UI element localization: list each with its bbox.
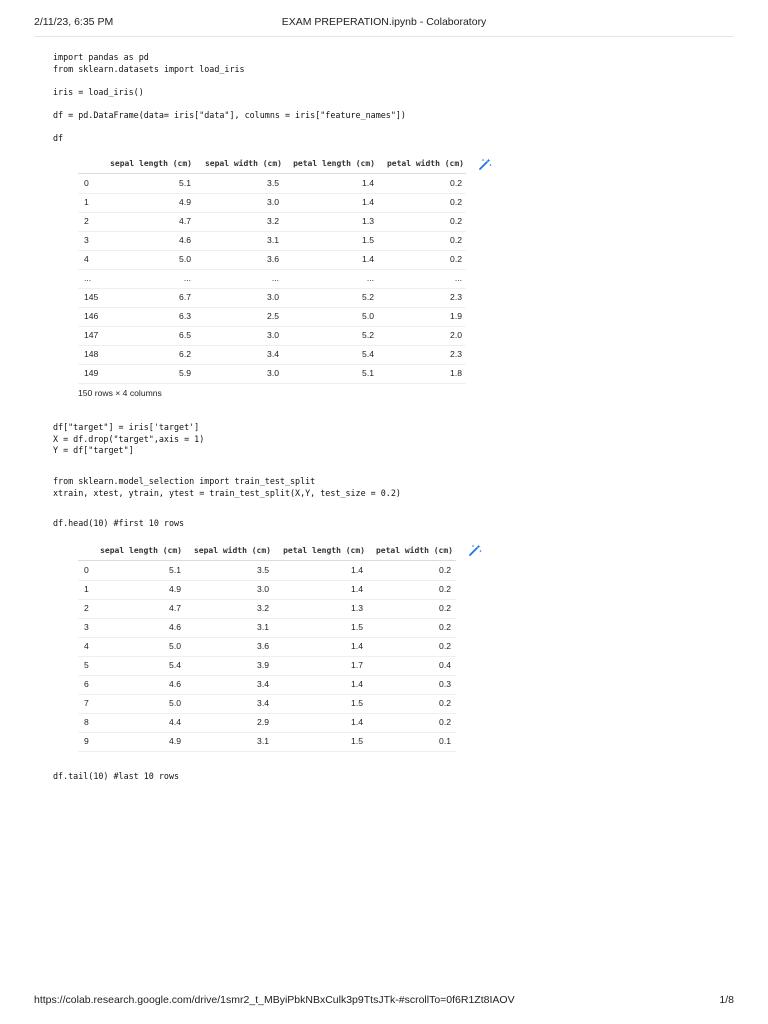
row-index: 147: [84, 330, 99, 340]
dataframe-shape: 150 rows × 4 columns: [78, 388, 162, 398]
table-row: [78, 212, 466, 231]
table-cell: 0.2: [450, 197, 462, 207]
table-cell: 4.7: [169, 603, 181, 613]
code-line: df.tail(10) #last 10 rows: [53, 771, 180, 781]
column-header: sepal length (cm): [100, 546, 182, 555]
table-cell: 4.6: [179, 235, 191, 245]
page-url: https://colab.research.google.com/drive/1smr2_t_MByiPbkNBxCulk3p9TtsJTk-#scrollTo=0f6R1Zt8IAOV: [34, 994, 515, 1006]
code-line: df: [53, 132, 64, 143]
table-header-row: [78, 541, 456, 560]
page-footer: [0, 994, 768, 1008]
code-line: [53, 98, 406, 110]
table-cell: 3.6: [257, 641, 269, 651]
table-row: [78, 364, 466, 383]
table-cell: 5.1: [169, 565, 181, 575]
code-cell-train-test-split[interactable]: [53, 476, 401, 499]
table-cell: 3.9: [257, 660, 269, 670]
table-cell: 1.7: [351, 660, 363, 670]
table-cell: 4.4: [169, 717, 181, 727]
code-line: import pandas as pd: [53, 52, 149, 62]
column-header: petal length (cm): [283, 546, 365, 555]
table-cell: 5.0: [169, 641, 181, 651]
code-line: df = pd.DataFrame(data= iris["data"], columns = iris["feature_names"]): [53, 109, 406, 120]
table-header-row: [78, 154, 466, 173]
table-cell: 3.1: [257, 736, 269, 746]
table-cell: 3.0: [267, 368, 279, 378]
table-cell: 5.0: [179, 254, 191, 264]
table-row: [78, 580, 456, 599]
print-datetime: 2/11/23, 6:35 PM: [34, 16, 114, 28]
table-row: [78, 250, 466, 269]
code-cell-head[interactable]: [53, 518, 184, 530]
table-cell: 1.4: [362, 178, 374, 188]
table-row: [78, 732, 456, 751]
table-cell: 4.7: [179, 216, 191, 226]
table-cell: 0.2: [439, 622, 451, 632]
table-cell: 1.3: [362, 216, 374, 226]
table-cell: 1.8: [450, 368, 462, 378]
table-cell: 3.1: [267, 235, 279, 245]
table-cell: ...: [271, 273, 279, 283]
table-cell: 0.2: [439, 565, 451, 575]
table-cell: 5.4: [169, 660, 181, 670]
row-divider-line: [78, 751, 456, 752]
table-cell: 6.7: [179, 292, 191, 302]
row-index: 146: [84, 311, 99, 321]
table-cell: 1.4: [351, 641, 363, 651]
table-cell: 4.9: [179, 197, 191, 207]
table-row: [78, 561, 456, 580]
table-cell: 2.5: [267, 311, 279, 321]
row-index: 2: [84, 216, 89, 226]
row-index: 6: [84, 679, 89, 689]
magic-wand-icon[interactable]: [478, 157, 492, 171]
table-cell: 3.0: [267, 330, 279, 340]
column-header: sepal width (cm): [204, 159, 282, 168]
table-cell: 5.2: [362, 292, 374, 302]
code-line: iris = load_iris(): [53, 86, 144, 97]
table-row: [78, 326, 466, 345]
table-cell: 5.0: [362, 311, 374, 321]
code-line: xtrain, xtest, ytrain, ytest = train_test_split(X,Y, test_size = 0.2): [53, 487, 401, 498]
table-cell: 1.4: [351, 679, 363, 689]
row-index: 7: [84, 698, 89, 708]
table-cell: 0.2: [439, 641, 451, 651]
table-cell: 3.5: [257, 565, 269, 575]
row-index: 149: [84, 368, 99, 378]
table-cell: 0.2: [450, 178, 462, 188]
table-row: [78, 656, 456, 675]
table-cell: 1.5: [351, 622, 363, 632]
table-row: [78, 307, 466, 326]
table-cell: 1.4: [351, 565, 363, 575]
row-index: 148: [84, 349, 99, 359]
row-index: 9: [84, 736, 89, 746]
table-cell: 2.3: [450, 292, 462, 302]
code-line: [53, 75, 406, 87]
table-cell: 1.5: [362, 235, 374, 245]
table-row: [78, 694, 456, 713]
table-cell: ...: [366, 273, 374, 283]
table-row: [78, 288, 466, 307]
table-cell: 5.1: [179, 178, 191, 188]
table-cell: 0.2: [450, 254, 462, 264]
table-cell: 1.4: [362, 197, 374, 207]
header-divider: [34, 36, 734, 37]
row-index: 1: [84, 584, 89, 594]
table-row: [78, 637, 456, 656]
table-row: [78, 193, 466, 212]
column-header: petal length (cm): [293, 159, 375, 168]
table-row: [78, 269, 466, 288]
page-header: [0, 16, 768, 30]
table-cell: 3.4: [257, 698, 269, 708]
table-cell: 5.2: [362, 330, 374, 340]
code-line: X = df.drop("target",axis = 1): [53, 433, 205, 444]
table-cell: 3.4: [257, 679, 269, 689]
table-cell: 1.4: [351, 717, 363, 727]
row-index: 145: [84, 292, 99, 302]
table-row: [78, 675, 456, 694]
table-cell: 0.2: [439, 698, 451, 708]
table-cell: 5.9: [179, 368, 191, 378]
table-cell: 3.0: [257, 584, 269, 594]
table-row: [78, 618, 456, 637]
table-cell: 5.0: [169, 698, 181, 708]
table-cell: 0.2: [450, 216, 462, 226]
row-index: 2: [84, 603, 89, 613]
table-cell: 2.9: [257, 717, 269, 727]
table-cell: 1.4: [362, 254, 374, 264]
table-cell: 2.3: [450, 349, 462, 359]
column-header: sepal length (cm): [110, 159, 192, 168]
row-index: 3: [84, 235, 89, 245]
table-row: [78, 174, 466, 193]
table-cell: 4.6: [169, 622, 181, 632]
table-cell: 6.2: [179, 349, 191, 359]
table-cell: 3.2: [267, 216, 279, 226]
code-cell-tail[interactable]: [53, 771, 179, 783]
column-header: petal width (cm): [386, 159, 464, 168]
page-number: 1/8: [719, 994, 734, 1006]
table-cell: 1.3: [351, 603, 363, 613]
table-cell: 0.2: [439, 603, 451, 613]
row-index: 4: [84, 254, 89, 264]
table-cell: 3.5: [267, 178, 279, 188]
notebook-title: EXAM PREPERATION.ipynb - Colaboratory: [281, 16, 487, 28]
table-cell: 5.1: [362, 368, 374, 378]
magic-wand-icon[interactable]: [468, 543, 482, 557]
table-cell: 4.9: [169, 736, 181, 746]
row-index: 4: [84, 641, 89, 651]
table-row: [78, 345, 466, 364]
code-cell-imports[interactable]: [53, 52, 406, 144]
code-line: [53, 121, 406, 133]
table-cell: 1.5: [351, 736, 363, 746]
table-cell: 1.4: [351, 584, 363, 594]
table-cell: 5.4: [362, 349, 374, 359]
table-cell: 1.5: [351, 698, 363, 708]
row-index: 5: [84, 660, 89, 670]
table-row: [78, 599, 456, 618]
table-cell: 1.9: [450, 311, 462, 321]
table-cell: 0.1: [439, 736, 451, 746]
table-cell: ...: [454, 273, 462, 283]
code-cell-target[interactable]: [53, 422, 204, 457]
table-cell: 0.2: [439, 584, 451, 594]
column-header: sepal width (cm): [193, 546, 271, 555]
row-index: 0: [84, 178, 89, 188]
table-cell: 3.1: [257, 622, 269, 632]
table-cell: 6.3: [179, 311, 191, 321]
table-cell: 3.6: [267, 254, 279, 264]
row-index: 3: [84, 622, 89, 632]
table-cell: 4.6: [169, 679, 181, 689]
table-cell: 0.4: [439, 660, 451, 670]
table-cell: 4.9: [169, 584, 181, 594]
row-index: 0: [84, 565, 89, 575]
code-line: df["target"] = iris['target']: [53, 422, 200, 432]
table-cell: 0.2: [450, 235, 462, 245]
table-cell: 3.2: [257, 603, 269, 613]
table-cell: 2.0: [450, 330, 462, 340]
column-header: petal width (cm): [375, 546, 453, 555]
row-index: 8: [84, 717, 89, 727]
table-cell: ...: [183, 273, 191, 283]
table-cell: 0.3: [439, 679, 451, 689]
row-index: ...: [84, 273, 92, 283]
table-cell: 3.4: [267, 349, 279, 359]
code-line: from sklearn.datasets import load_iris: [53, 63, 245, 74]
table-row: [78, 713, 456, 732]
code-line: Y = df["target"]: [53, 445, 134, 455]
table-cell: 3.0: [267, 197, 279, 207]
row-divider-line: [78, 383, 466, 384]
table-cell: 6.5: [179, 330, 191, 340]
table-row: [78, 231, 466, 250]
code-line: from sklearn.model_selection import train_test_split: [53, 476, 316, 486]
code-line: df.head(10) #first 10 rows: [53, 518, 185, 528]
table-cell: 0.2: [439, 717, 451, 727]
row-index: 1: [84, 197, 89, 207]
table-cell: 3.0: [267, 292, 279, 302]
